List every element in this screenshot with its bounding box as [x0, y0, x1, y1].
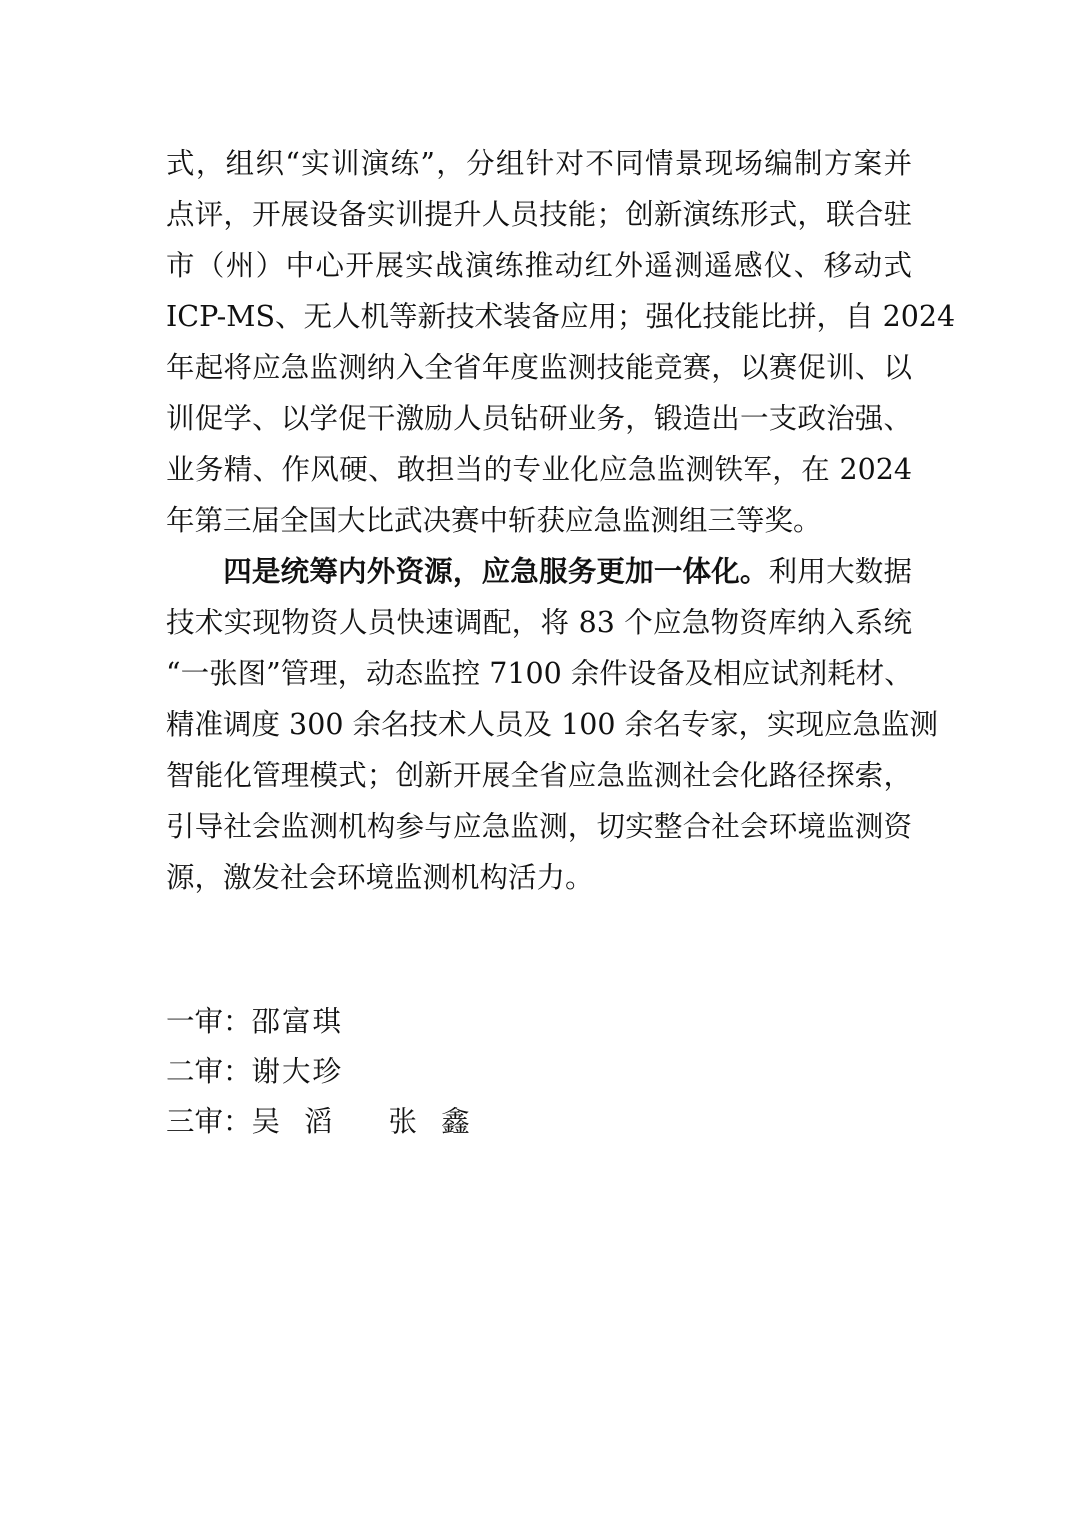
second-reviewer	[166, 1047, 470, 1097]
paragraph-line: 式，组织“实训演练”，分组针对不同情景现场编制方案并	[166, 147, 912, 180]
paragraph-line: 年起将应急监测纳入全省年度监测技能竞赛，以赛促训、以	[166, 351, 912, 384]
third-reviewer-name-1-char-1: 吴	[251, 1105, 281, 1138]
paragraph-line: ICP-MS、无人机等新技术装备应用；强化技能比拼，自 2024	[166, 300, 956, 333]
first-reviewer	[166, 997, 470, 1047]
paragraph-first-line	[166, 546, 912, 597]
document-body	[166, 138, 956, 903]
paragraph-line: “一张图”管理，动态监控 7100 余件设备及相应试剂耗材、	[166, 657, 913, 690]
paragraph-line: 业务精、作风硬、敢担当的专业化应急监测铁军，在 2024	[166, 453, 912, 486]
paragraph-line: 引导社会监测机构参与应急监测，切实整合社会环境监测资	[166, 810, 912, 843]
paragraph-2	[166, 546, 939, 903]
third-reviewer-name-1-char-2: 滔	[304, 1105, 333, 1138]
paragraph-line: 源，激发社会环境监测机构活力。	[166, 861, 594, 894]
paragraph-line: 精准调度 300 余名技术人员及 100 余名专家，实现应急监测	[166, 708, 939, 741]
paragraph-line: 智能化管理模式；创新开展全省应急监测社会化路径探索，	[166, 759, 912, 792]
paragraph-lead-rest: 利用大数据	[768, 555, 912, 588]
paragraph-lead-heading: 四是统筹内外资源，应急服务更加一体化。	[223, 554, 769, 588]
paragraph-line: 年第三届全国大比武决赛中斩获应急监测组三等奖。	[166, 504, 822, 537]
paragraph-line: 技术实现物资人员快速调配，将 83 个应急物资库纳入系统	[166, 606, 912, 639]
third-reviewer-name-2-char-2: 鑫	[441, 1105, 470, 1138]
paragraph-line: 市（州）中心开展实战演练推动红外遥测遥感仪、移动式	[166, 249, 912, 282]
third-reviewer-label: 三审：	[166, 1105, 252, 1138]
reviewer-list	[166, 997, 470, 1147]
second-reviewer-name: 谢大珍	[251, 1055, 344, 1088]
first-reviewer-name: 邵富琪	[251, 1005, 344, 1038]
third-reviewer	[166, 1097, 470, 1147]
paragraph-1	[166, 138, 956, 546]
third-reviewer-name-2-char-1: 张	[388, 1105, 418, 1138]
second-reviewer-label: 二审：	[166, 1055, 252, 1088]
paragraph-line: 训促学、以学促干激励人员钻研业务，锻造出一支政治强、	[166, 402, 912, 435]
paragraph-line: 点评，开展设备实训提升人员技能；创新演练形式，联合驻	[166, 198, 912, 231]
first-reviewer-label: 一审：	[166, 1005, 252, 1038]
